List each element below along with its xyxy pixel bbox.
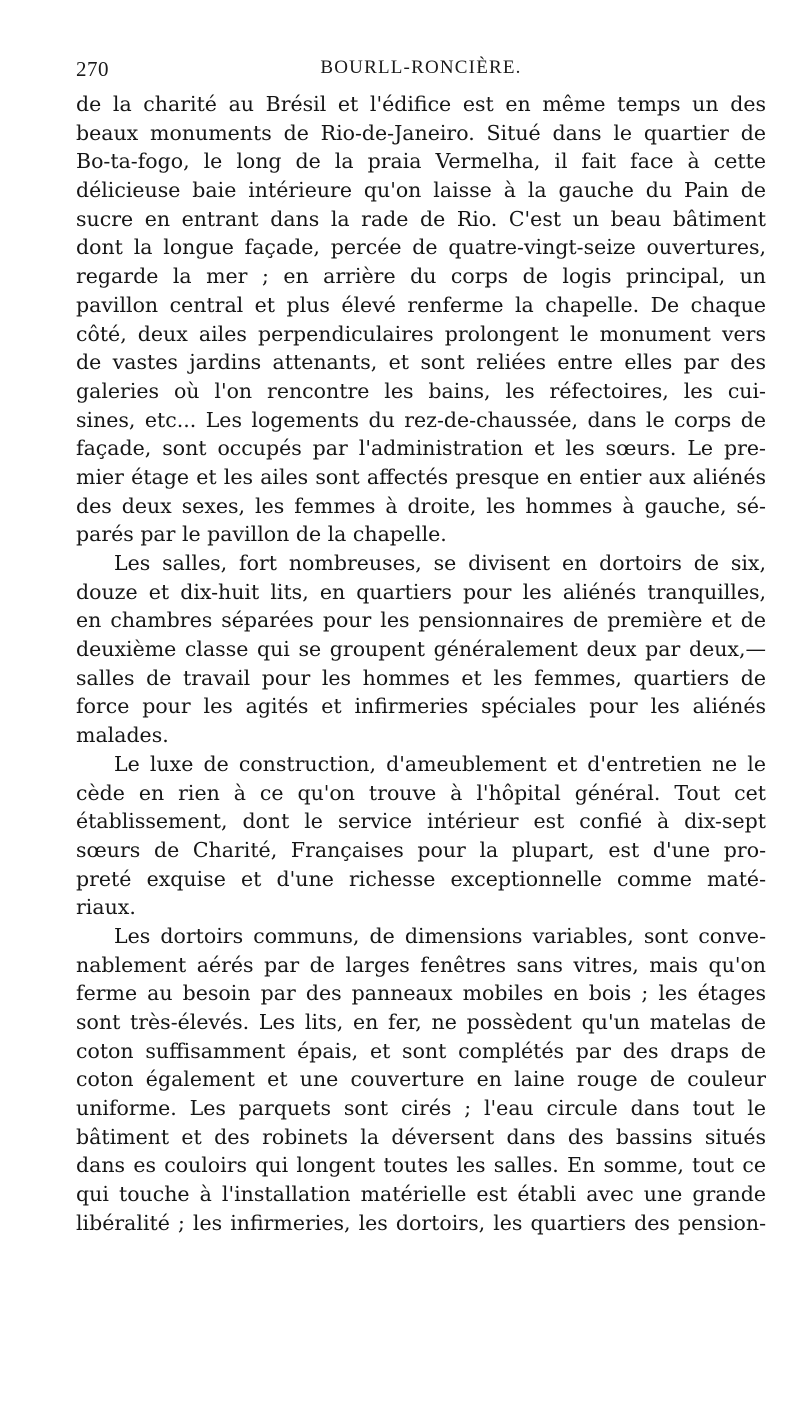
body-text	[76, 90, 766, 1238]
text-line: pavillon central et plus élevé renferme la chapelle. De chaque	[76, 292, 766, 317]
text-line: parés par le pavillon de la chapelle.	[76, 522, 447, 547]
text-line: coton suffisamment épais, et sont complétés par des draps de	[76, 1038, 766, 1063]
text-line: Les dortoirs communs, de dimensions variables, sont conve-	[114, 923, 766, 948]
text-line: dont la longue façade, percée de quatre-vingt-seize ouvertures,	[76, 235, 766, 260]
text-line: côté, deux ailes perpendiculaires prolongent le monument vers	[76, 321, 766, 346]
text-line: des deux sexes, les femmes à droite, les hommes à gauche, sé-	[76, 493, 766, 518]
text-line: dans es couloirs qui longent toutes les salles. En somme, tout ce	[76, 1153, 766, 1178]
text-line: mier étage et les ailes sont affectés presque en entier aux aliénés	[76, 464, 766, 489]
text-line: délicieuse baie intérieure qu'on laisse à la gauche du Pain de	[76, 178, 766, 203]
text-line: riaux.	[76, 895, 136, 920]
page-number: 270	[76, 57, 109, 81]
text-line: nablement aérés par de larges fenêtres sans vitres, mais qu'on	[76, 952, 766, 977]
text-line: sucre en entrant dans la rade de Rio. C'est un beau bâtiment	[76, 206, 766, 231]
text-line: Les salles, fort nombreuses, se divisent en dortoirs de six,	[114, 551, 766, 575]
text-line: sines, etc... Les logements du rez-de-chaussée, dans le corps de	[76, 407, 766, 432]
text-line: deuxième classe qui se groupent généralement deux par deux,—	[76, 637, 766, 662]
text-line: sœurs de Charité, Françaises pour la plupart, est d'une pro-	[76, 837, 766, 862]
text-line: Le luxe de construction, d'ameublement et d'entretien ne le	[114, 751, 766, 776]
text-line: de vastes jardins attenants, et sont reliées entre elles par des	[76, 350, 766, 375]
text-line: qui touche à l'installation matérielle est établi avec une grande	[76, 1182, 766, 1207]
text-line: établissement, dont le service intérieur est confié à dix-sept	[76, 809, 766, 834]
running-head: BOURLL-RONCIÈRE.	[320, 57, 522, 78]
text-line: libéralité ; les infirmeries, les dortoirs, les quartiers des pension-	[76, 1210, 766, 1235]
text-line: de la charité au Brésil et l'édifice est en même temps un des	[76, 92, 766, 116]
text-line: ferme au besoin par des panneaux mobiles en bois ; les étages	[76, 981, 766, 1006]
text-line: beaux monuments de Rio-de-Janeiro. Situé dans le quartier de	[76, 120, 766, 145]
text-line: uniforme. Les parquets sont cirés ; l'eau circule dans tout le	[76, 1096, 766, 1121]
text-line: cède en rien à ce qu'on trouve à l'hôpital général. Tout cet	[76, 780, 766, 805]
text-line: douze et dix-huit lits, en quartiers pour les aliénés tranquilles,	[76, 579, 766, 604]
text-line: force pour les agités et infirmeries spéciales pour les aliénés	[76, 694, 766, 719]
text-line: bâtiment et des robinets la déversent dans des bassins situés	[76, 1124, 766, 1149]
text-line: coton également et une couverture en laine rouge de couleur	[76, 1067, 766, 1092]
text-line: galeries où l'on rencontre les bains, les réfectoires, les cui-	[76, 378, 766, 403]
text-line: sont très-élevés. Les lits, en fer, ne possèdent qu'un matelas de	[76, 1010, 766, 1034]
text-line: façade, sont occupés par l'administration et les sœurs. Le pre-	[76, 436, 766, 461]
text-line: preté exquise et d'une richesse exceptionnelle comme maté-	[76, 866, 766, 891]
text-line: regarde la mer ; en arrière du corps de logis principal, un	[76, 264, 766, 289]
page-header	[76, 57, 766, 85]
text-line: Bo-ta-fogo, le long de la praia Vermelha, il fait face à cette	[76, 149, 766, 174]
text-line: en chambres séparées pour les pensionnaires de première et de	[76, 608, 766, 633]
text-line: malades.	[76, 723, 169, 748]
text-line: salles de travail pour les hommes et les femmes, quartiers de	[76, 665, 766, 690]
